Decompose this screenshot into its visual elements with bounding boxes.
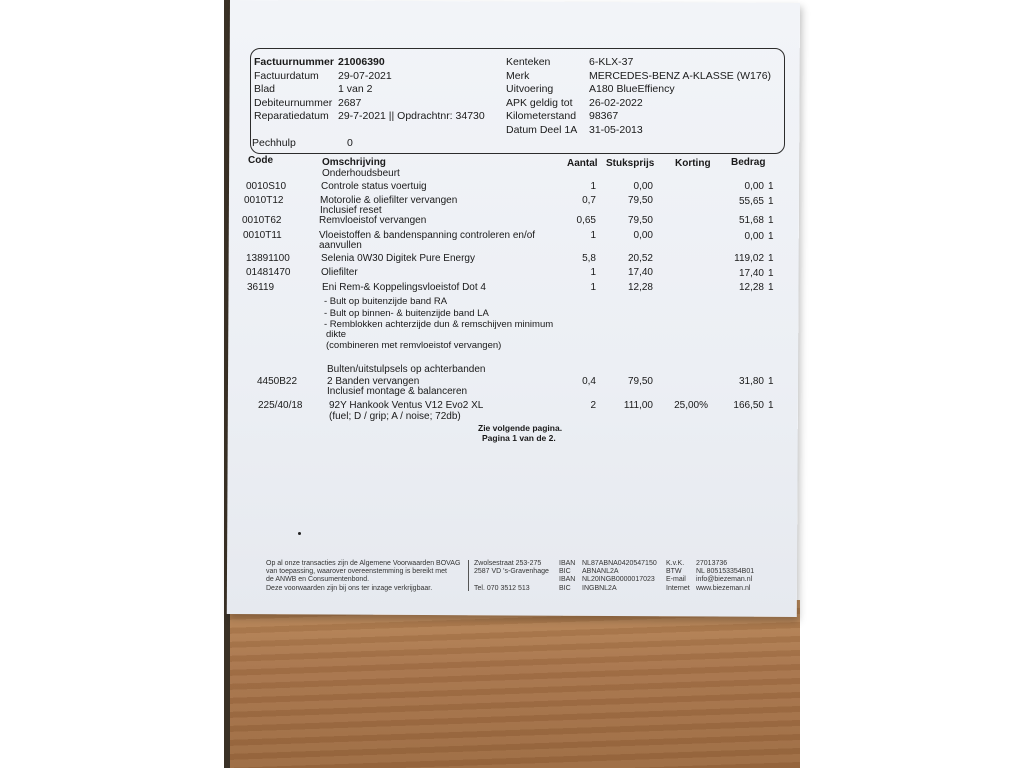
cell-stuksprijs: 79,50 [627, 215, 653, 226]
cell-btw: 1 [768, 282, 774, 293]
cell-bedrag: 0,00 [744, 231, 764, 242]
remark-line: dikte [326, 329, 347, 340]
header-label: Uitvoering [506, 83, 554, 95]
footer-line: BIC [559, 584, 571, 592]
cell-description: Oliefilter [321, 267, 358, 278]
paper-mark [298, 532, 301, 535]
cell-bedrag: 166,50 [733, 400, 764, 411]
cell-bedrag: 51,68 [738, 215, 764, 226]
cell-aantal: 1 [590, 181, 596, 192]
column-omschrijving: Omschrijving [322, 157, 386, 168]
footer-line: Zwolsestraat 253-275 [474, 560, 542, 567]
cell-aantal: 1 [590, 230, 596, 241]
cell-bedrag: 31,80 [738, 376, 764, 387]
cell-bedrag: 17,40 [738, 268, 764, 279]
column-code: Code [248, 155, 273, 166]
cell-korting: 25,00% [674, 400, 708, 411]
cell-aantal: 0,7 [582, 195, 596, 206]
column-korting: Korting [675, 158, 711, 169]
remark-line: - Bult op binnen- & buitenzijde band LA [324, 308, 489, 319]
remark-line: - Bult op buitenzijde band RA [324, 296, 448, 307]
footer-line: ABNANL2A [582, 568, 619, 576]
column-aantal: Aantal [567, 158, 598, 169]
footer-line: K.v.K. [666, 560, 685, 567]
cell-code: 0010T62 [242, 215, 282, 226]
cell-stuksprijs: 79,50 [627, 195, 653, 206]
cell-stuksprijs: 111,00 [623, 400, 653, 411]
header-value: 1 van 2 [338, 83, 373, 95]
cell-aantal: 5,8 [582, 253, 596, 264]
cell-description: Controle status voertuig [321, 181, 427, 192]
cell-btw: 1 [768, 215, 774, 226]
cell-code: 225/40/18 [258, 400, 303, 411]
cell-btw: 1 [768, 253, 774, 264]
footer-line [474, 576, 549, 584]
header-value: 2687 [338, 97, 362, 109]
header-value: 6-KLX-37 [589, 56, 634, 68]
footer-divider [468, 560, 469, 591]
cell-description: (fuel; D / grip; A / noise; 72db) [329, 411, 461, 422]
cell-description: Eni Rem-& Koppelingsvloeistof Dot 4 [322, 282, 486, 293]
cell-description: Inclusief montage & balanceren [327, 386, 468, 397]
header-value: 98367 [589, 110, 619, 122]
cell-code: 4450B22 [257, 376, 298, 387]
header-label: Blad [254, 83, 276, 95]
cell-description: 2 Banden vervangen [327, 376, 420, 387]
header-label: Merk [506, 70, 530, 82]
cell-stuksprijs: 0,00 [633, 181, 653, 192]
footer-line: Internet [666, 584, 690, 592]
cell-description: Vloeistoffen & bandenspanning controleren en/of [319, 230, 536, 241]
cell-code: 0010T12 [244, 195, 284, 206]
cell-bedrag: 12,28 [738, 282, 764, 293]
footer-line: BIC [559, 568, 571, 576]
footer-info-labels [666, 560, 690, 593]
footer-line: www.biezeman.nl [696, 584, 751, 592]
footer-line: BTW [666, 568, 682, 576]
cell-aantal: 2 [590, 400, 596, 411]
cell-aantal: 1 [590, 282, 596, 293]
header-value: A180 BlueEffiency [589, 83, 675, 95]
footer-line: NL20INGB0000017023 [582, 576, 655, 584]
header-value: 31-05-2013 [589, 124, 643, 136]
cell-btw: 1 [768, 231, 774, 242]
header-value: 21006390 [338, 56, 385, 68]
wooden-table-background [224, 600, 800, 768]
footer-info-values [696, 560, 754, 593]
cell-description: Inclusief reset [320, 205, 382, 216]
continuation-line-2: Pagina 1 van de 2. [482, 433, 556, 443]
cell-description: Bulten/uitstulpsels op achterbanden [327, 364, 486, 375]
cell-stuksprijs: 12,28 [627, 282, 653, 293]
cell-description: 92Y Hankook Ventus V12 Evo2 XL [329, 400, 484, 411]
footer-line: NL 805153354B01 [696, 568, 755, 576]
header-value: 26-02-2022 [589, 97, 643, 109]
header-label: Factuurnummer [254, 56, 334, 68]
cell-aantal: 0,4 [582, 376, 596, 387]
cell-btw: 1 [768, 181, 774, 192]
footer-bank-labels [559, 560, 575, 593]
remark-line: - Remblokken achterzijde dun & remschijven minimum [324, 319, 554, 330]
cell-aantal: 1 [590, 267, 596, 278]
header-label: Factuurdatum [254, 70, 319, 82]
header-value: 29-07-2021 [338, 70, 392, 82]
footer-line: INGBNL2A [582, 584, 617, 592]
column-bedrag: Bedrag [731, 157, 766, 168]
cell-code: 0010T11 [243, 230, 282, 241]
footer-line: 27013736 [696, 560, 728, 567]
cell-description: Selenia 0W30 Digitek Pure Energy [321, 253, 475, 264]
cell-aantal: 0,65 [576, 215, 596, 226]
pechhulp-value: 0 [347, 137, 353, 149]
cell-btw: 1 [768, 268, 774, 279]
header-label: APK geldig tot [506, 97, 573, 109]
remark-line: (combineren met remvloeistof vervangen) [326, 340, 502, 351]
cell-stuksprijs: 17,40 [627, 267, 653, 278]
cell-bedrag: 119,02 [734, 253, 764, 264]
cell-code: 01481470 [246, 267, 291, 278]
cell-description: Motorolie & oliefilter vervangen [320, 195, 458, 206]
cell-code: 36119 [247, 282, 275, 293]
cell-stuksprijs: 20,52 [627, 253, 653, 264]
continuation-line-1: Zie volgende pagina. [478, 423, 563, 433]
footer-line: Tel. 070 3512 513 [474, 584, 530, 592]
cell-description: aanvullen [319, 240, 362, 251]
cell-bedrag: 55,65 [738, 196, 764, 207]
cell-code: 0010S10 [246, 181, 287, 192]
footer-line: E-mail [666, 576, 686, 584]
header-label: Debiteurnummer [254, 97, 333, 109]
footer-line: Deze voorwaarden zijn bij ons ter inzage verkrijgbaar. [266, 584, 433, 592]
footer-line: IBAN [559, 560, 576, 567]
cell-btw: 1 [768, 196, 774, 207]
footer-bank-values [582, 560, 657, 593]
footer-terms [266, 560, 460, 593]
footer-line: de ANWB en Consumentenbond. [266, 576, 370, 584]
footer-line: Op al onze transacties zijn de Algemene Voorwaarden BOVAG [266, 560, 461, 567]
column-stuksprijs: Stuksprijs [606, 158, 655, 169]
cell-description: Remvloeistof vervangen [319, 215, 427, 226]
header-label: Reparatiedatum [254, 110, 329, 122]
header-value: MERCEDES-BENZ A-KLASSE (W176) [589, 70, 772, 82]
cell-description: Onderhoudsbeurt [322, 168, 400, 179]
footer-line: info@biezeman.nl [696, 576, 753, 584]
cell-bedrag: 0,00 [744, 181, 764, 192]
footer-line: van toepassing, waarover overeenstemming is bereikt met [266, 568, 447, 576]
header-label: Datum Deel 1A [506, 124, 578, 136]
cell-stuksprijs: 79,50 [627, 376, 653, 387]
header-value: 29-7-2021 || Opdrachtnr: 34730 [338, 110, 485, 122]
footer-line: NL87ABNA0420547150 [582, 560, 657, 567]
footer-line: 2587 VD 's-Gravenhage [474, 568, 549, 576]
header-label: Kilometerstand [506, 110, 577, 122]
footer-address [474, 560, 549, 593]
footer-line: IBAN [559, 576, 576, 584]
cell-stuksprijs: 0,00 [633, 230, 653, 241]
cell-btw: 1 [768, 376, 774, 387]
header-label: Kenteken [506, 56, 551, 68]
pechhulp-label: Pechhulp [252, 137, 296, 149]
cell-code: 13891100 [246, 253, 290, 264]
cell-btw: 1 [768, 400, 774, 411]
